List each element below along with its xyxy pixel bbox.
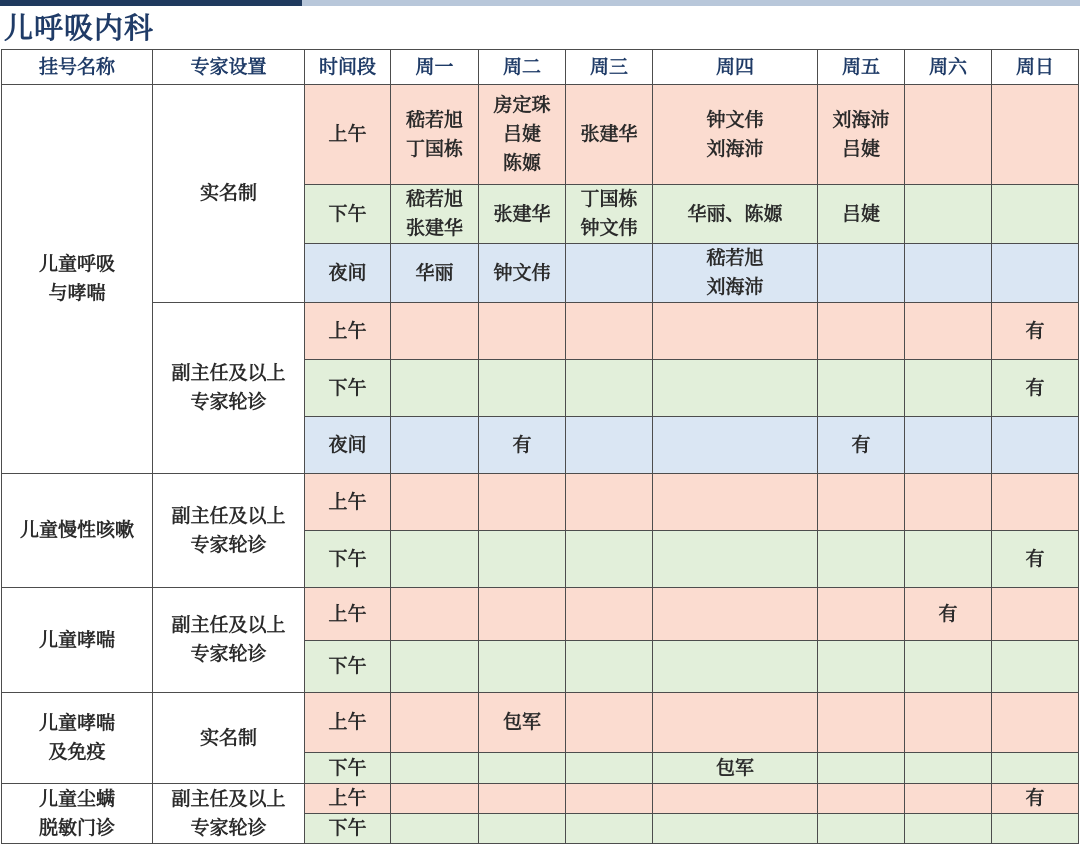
schedule-cell — [566, 641, 653, 693]
schedule-cell — [479, 814, 566, 844]
schedule-cell — [566, 784, 653, 814]
header-monday: 周一 — [391, 50, 479, 85]
schedule-row — [2, 784, 1079, 814]
schedule-cell — [566, 531, 653, 588]
time-period-cell: 上午 — [305, 303, 391, 360]
schedule-cell — [992, 531, 1079, 588]
header-row — [2, 50, 1079, 85]
schedule-cell — [992, 244, 1079, 303]
registration-name-cell — [2, 85, 153, 474]
schedule-cell — [653, 588, 818, 641]
time-period-cell: 下午 — [305, 814, 391, 844]
cell-line: 包军 — [715, 756, 754, 779]
cell-line: 刘海沛 — [706, 137, 764, 160]
registration-name-cell — [2, 784, 153, 844]
schedule-cell — [566, 753, 653, 784]
registration-name-cell — [2, 693, 153, 784]
time-period-cell: 上午 — [305, 784, 391, 814]
schedule-cell — [905, 641, 992, 693]
schedule-cell — [653, 784, 818, 814]
time-period-cell: 夜间 — [305, 417, 391, 474]
schedule-cell — [566, 303, 653, 360]
cell-line: 有 — [851, 433, 871, 456]
schedule-cell — [653, 85, 818, 185]
cell-line: 儿童哮喘 — [38, 712, 115, 734]
schedule-row — [2, 474, 1079, 531]
schedule-cell — [391, 417, 479, 474]
schedule-cell — [566, 814, 653, 844]
schedule-cell — [905, 360, 992, 417]
time-period-cell: 上午 — [305, 693, 391, 753]
schedule-cell — [992, 185, 1079, 244]
cell-line: 房定珠 — [493, 94, 551, 116]
schedule-cell — [992, 474, 1079, 531]
cell-line: 副主任及以上 — [171, 614, 286, 636]
schedule-cell — [992, 85, 1079, 185]
time-period-cell: 夜间 — [305, 244, 391, 303]
schedule-cell — [818, 244, 905, 303]
top-accent-bar-light — [302, 0, 1080, 6]
schedule-cell — [992, 784, 1079, 814]
schedule-cell — [566, 360, 653, 417]
schedule-cell — [653, 474, 818, 531]
registration-name-cell — [2, 588, 153, 693]
cell-line: 包军 — [502, 711, 541, 733]
cell-line: 有 — [1025, 376, 1045, 399]
schedule-cell — [818, 474, 905, 531]
expert-setting-cell — [153, 474, 305, 588]
cell-line: 儿童呼吸 — [38, 253, 115, 275]
header-expert-setting: 专家设置 — [153, 50, 305, 85]
schedule-cell — [479, 753, 566, 784]
schedule-cell — [818, 641, 905, 693]
cell-line: 有 — [1025, 547, 1045, 570]
cell-line: 儿童尘螨 — [38, 787, 115, 810]
cell-line: 与哮喘 — [48, 282, 106, 304]
schedule-cell — [391, 303, 479, 360]
header-friday: 周五 — [818, 50, 905, 85]
cell-line: 张建华 — [405, 217, 463, 239]
cell-line: 有 — [938, 602, 958, 625]
schedule-cell — [653, 185, 818, 244]
time-period-cell: 下午 — [305, 531, 391, 588]
header-registration-name: 挂号名称 — [2, 50, 153, 85]
schedule-cell — [905, 185, 992, 244]
schedule-cell — [992, 641, 1079, 693]
cell-line: 刘海沛 — [706, 276, 764, 298]
schedule-cell — [479, 185, 566, 244]
schedule-cell — [566, 185, 653, 244]
schedule-cell — [479, 85, 566, 185]
schedule-cell — [653, 814, 818, 844]
schedule-cell — [479, 303, 566, 360]
top-accent-bar — [0, 0, 1080, 6]
header-wednesday: 周三 — [566, 50, 653, 85]
cell-line: 吕婕 — [502, 123, 541, 145]
cell-line: 儿童慢性咳嗽 — [19, 519, 134, 541]
cell-line: 副主任及以上 — [171, 504, 286, 527]
schedule-cell — [479, 588, 566, 641]
time-period-cell: 上午 — [305, 474, 391, 531]
schedule-cell — [653, 693, 818, 753]
schedule-cell — [653, 531, 818, 588]
schedule-cell — [905, 693, 992, 753]
schedule-cell — [391, 588, 479, 641]
schedule-cell — [905, 85, 992, 185]
schedule-cell — [905, 784, 992, 814]
schedule-cell — [566, 85, 653, 185]
header-saturday: 周六 — [905, 50, 992, 85]
cell-line: 副主任及以上 — [171, 362, 286, 384]
schedule-cell — [566, 474, 653, 531]
cell-line: 副主任及以上 — [171, 787, 286, 810]
time-period-cell: 上午 — [305, 85, 391, 185]
schedule-cell — [905, 531, 992, 588]
schedule-cell — [479, 360, 566, 417]
time-period-cell: 下午 — [305, 641, 391, 693]
cell-line: 专家轮诊 — [190, 391, 267, 413]
expert-setting-cell — [153, 588, 305, 693]
schedule-cell — [818, 360, 905, 417]
schedule-cell — [391, 753, 479, 784]
schedule-row — [2, 303, 1079, 360]
schedule-cell — [479, 531, 566, 588]
cell-line: 有 — [1025, 319, 1045, 342]
expert-setting-cell — [153, 85, 305, 303]
cell-line: 吕婕 — [841, 137, 880, 160]
schedule-cell — [391, 693, 479, 753]
schedule-cell — [566, 693, 653, 753]
cell-line: 张建华 — [580, 123, 638, 145]
schedule-cell — [905, 814, 992, 844]
schedule-cell — [653, 641, 818, 693]
cell-line: 吕婕 — [841, 202, 880, 225]
schedule-cell — [391, 814, 479, 844]
expert-setting-cell — [153, 303, 305, 474]
expert-setting-cell — [153, 693, 305, 784]
cell-line: 嵇若旭 — [405, 108, 463, 131]
schedule-cell — [391, 244, 479, 303]
schedule-cell — [992, 753, 1079, 784]
cell-line: 华丽、陈嫄 — [687, 202, 783, 225]
schedule-cell — [992, 588, 1079, 641]
schedule-table — [1, 49, 1079, 844]
time-period-cell: 下午 — [305, 185, 391, 244]
header-tuesday: 周二 — [479, 50, 566, 85]
schedule-cell — [391, 531, 479, 588]
schedule-cell — [818, 85, 905, 185]
schedule-cell — [479, 693, 566, 753]
schedule-cell — [818, 417, 905, 474]
schedule-cell — [818, 531, 905, 588]
cell-line: 有 — [1025, 787, 1045, 809]
cell-line: 脱敏门诊 — [38, 816, 115, 839]
cell-line: 钟文伟 — [580, 217, 638, 239]
cell-line: 刘海沛 — [832, 108, 890, 131]
schedule-cell — [391, 641, 479, 693]
cell-line: 嵇若旭 — [405, 188, 463, 210]
schedule-cell — [905, 303, 992, 360]
schedule-cell — [905, 244, 992, 303]
top-accent-bar-dark — [0, 0, 302, 6]
cell-line: 实名制 — [199, 182, 257, 204]
cell-line: 儿童哮喘 — [38, 628, 115, 651]
schedule-cell — [566, 417, 653, 474]
registration-name-cell — [2, 474, 153, 588]
header-sunday: 周日 — [992, 50, 1079, 85]
schedule-cell — [566, 588, 653, 641]
schedule-row — [2, 693, 1079, 753]
cell-line: 实名制 — [199, 726, 257, 749]
time-period-cell: 下午 — [305, 753, 391, 784]
header-thursday: 周四 — [653, 50, 818, 85]
cell-line: 丁国栋 — [405, 137, 463, 160]
cell-line: 华丽 — [415, 261, 454, 284]
schedule-cell — [818, 588, 905, 641]
schedule-cell — [905, 753, 992, 784]
schedule-row — [2, 85, 1079, 185]
schedule-cell — [992, 303, 1079, 360]
schedule-cell — [391, 85, 479, 185]
cell-line: 及免疫 — [48, 741, 106, 763]
schedule-cell — [391, 784, 479, 814]
schedule-cell — [653, 244, 818, 303]
schedule-cell — [818, 814, 905, 844]
schedule-cell — [479, 417, 566, 474]
schedule-cell — [905, 417, 992, 474]
cell-line: 钟文伟 — [706, 108, 764, 131]
schedule-cell — [566, 244, 653, 303]
cell-line: 嵇若旭 — [706, 247, 764, 269]
header-time-period: 时间段 — [305, 50, 391, 85]
time-period-cell: 下午 — [305, 360, 391, 417]
cell-line: 张建华 — [493, 202, 551, 225]
time-period-cell: 上午 — [305, 588, 391, 641]
cell-line: 丁国栋 — [580, 188, 638, 210]
schedule-row — [2, 588, 1079, 641]
schedule-cell — [905, 474, 992, 531]
schedule-cell — [992, 693, 1079, 753]
schedule-cell — [905, 588, 992, 641]
schedule-cell — [479, 244, 566, 303]
schedule-cell — [391, 474, 479, 531]
schedule-cell — [818, 753, 905, 784]
schedule-cell — [653, 753, 818, 784]
schedule-cell — [818, 693, 905, 753]
schedule-cell — [479, 641, 566, 693]
schedule-cell — [653, 360, 818, 417]
schedule-cell — [818, 784, 905, 814]
cell-line: 陈嫄 — [502, 152, 541, 174]
cell-line: 专家轮诊 — [190, 816, 267, 839]
schedule-cell — [391, 185, 479, 244]
schedule-cell — [992, 814, 1079, 844]
cell-line: 钟文伟 — [493, 261, 551, 284]
schedule-cell — [479, 784, 566, 814]
schedule-cell — [992, 417, 1079, 474]
schedule-cell — [818, 303, 905, 360]
cell-line: 有 — [512, 433, 532, 456]
schedule-cell — [391, 360, 479, 417]
page-title: 儿呼吸内科 — [4, 11, 155, 45]
schedule-cell — [653, 303, 818, 360]
schedule-cell — [992, 360, 1079, 417]
schedule-cell — [479, 474, 566, 531]
schedule-cell — [653, 417, 818, 474]
cell-line: 专家轮诊 — [190, 643, 267, 665]
schedule-cell — [818, 185, 905, 244]
expert-setting-cell — [153, 784, 305, 844]
cell-line: 专家轮诊 — [190, 533, 267, 556]
